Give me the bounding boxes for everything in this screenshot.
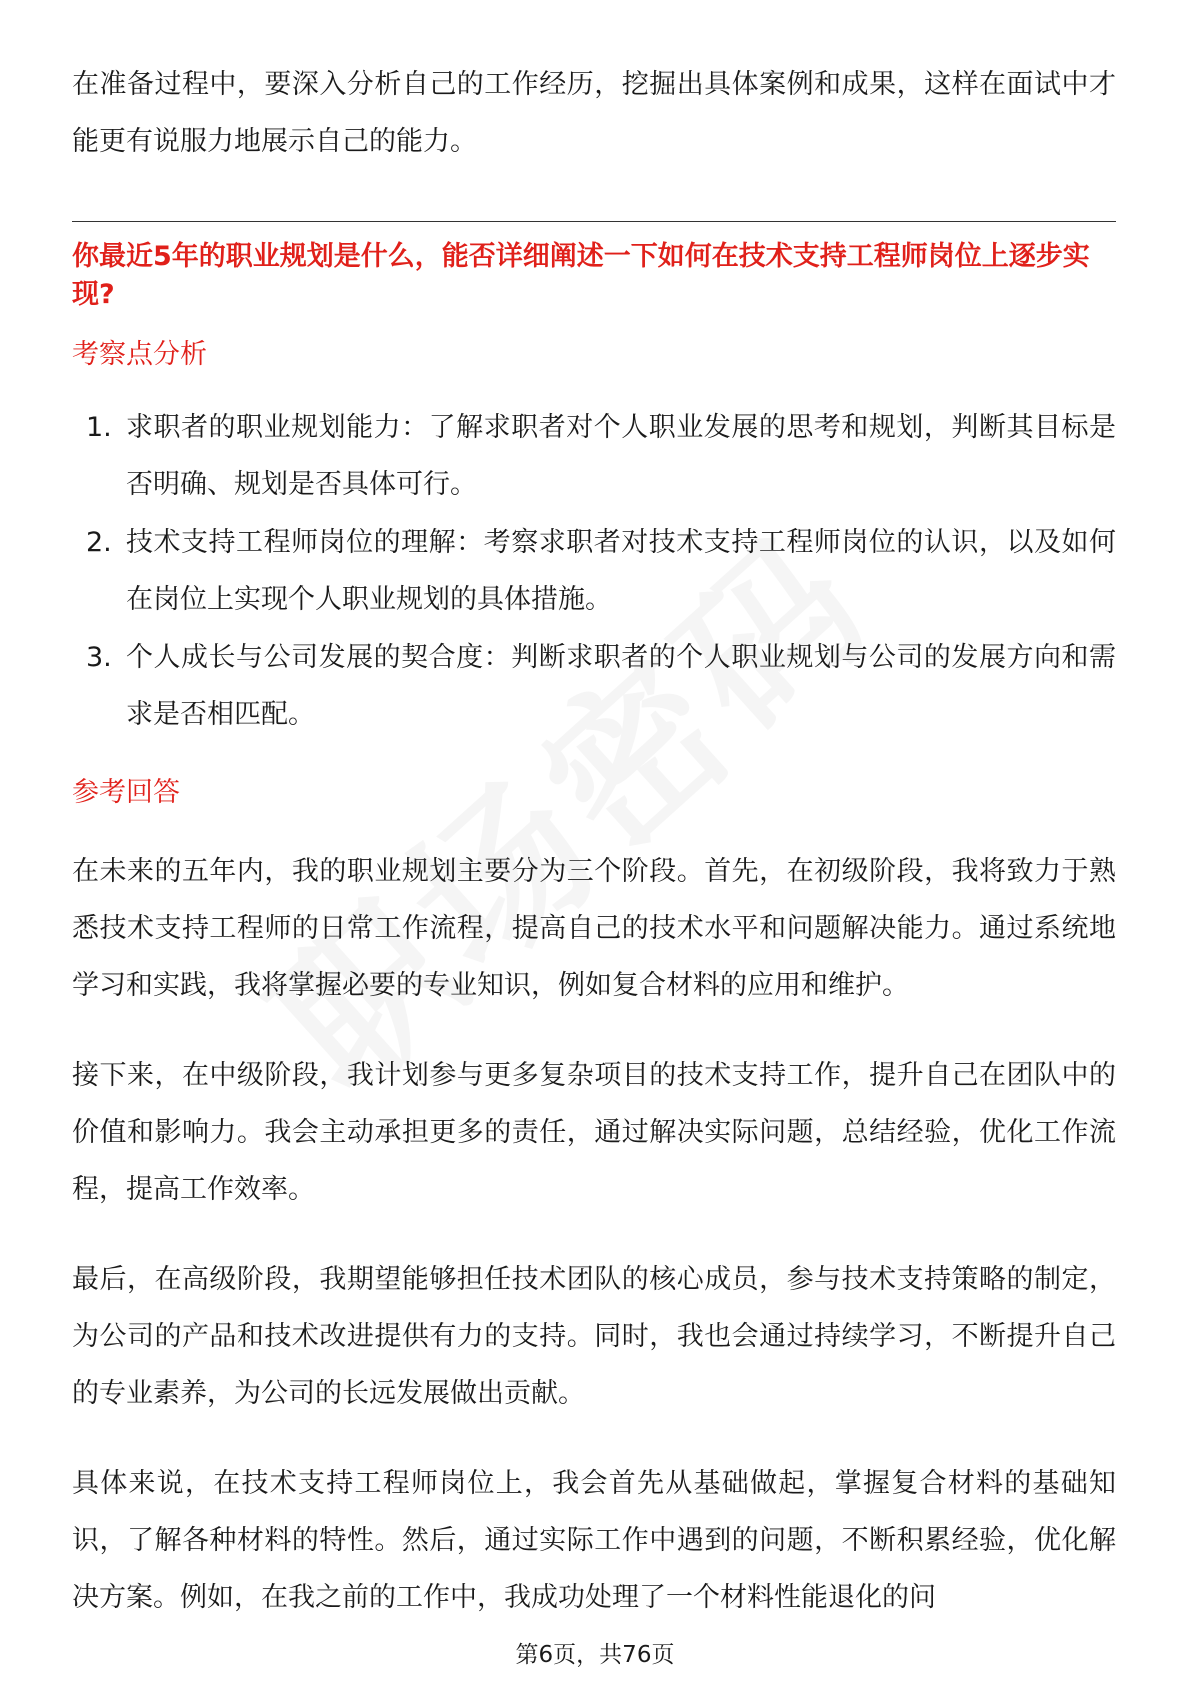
list-item-text: 求职者的职业规划能力：了解求职者对个人职业发展的思考和规划，判断其目标是否明确、规划是否具体可行。	[126, 412, 1116, 500]
list-item-text: 个人成长与公司发展的契合度：判断求职者的个人职业规划与公司的发展方向和需求是否相匹配。	[126, 642, 1116, 730]
list-item	[72, 629, 1116, 743]
analysis-points-list	[72, 399, 1116, 744]
list-item-number: 1.	[86, 412, 112, 443]
answer-paragraph: 具体来说，在技术支持工程师岗位上，我会首先从基础做起，掌握复合材料的基础知识，了解各种材料的特性。然后，通过实际工作中遇到的问题，不断积累经验，优化解决方案。例如，在我之前的工作中，我成功处理了一个材料性能退化的问	[72, 1468, 1116, 1613]
answer-paragraph: 在未来的五年内，我的职业规划主要分为三个阶段。首先，在初级阶段，我将致力于熟悉技术支持工程师的日常工作流程，提高自己的技术水平和问题解决能力。通过系统地学习和实践，我将掌握必要的专业知识，例如复合材料的应用和维护。	[72, 856, 1116, 1001]
analysis-section-title: 考察点分析	[72, 339, 207, 370]
list-item	[72, 399, 1116, 513]
list-item	[72, 514, 1116, 628]
answer-section-title: 参考回答	[72, 777, 180, 808]
section-divider	[72, 221, 1116, 222]
answer-paragraph: 最后，在高级阶段，我期望能够担任技术团队的核心成员，参与技术支持策略的制定，为公司的产品和技术改进提供有力的支持。同时，我也会通过持续学习，不断提升自己的专业素养，为公司的长远发展做出贡献。	[72, 1264, 1116, 1409]
question-heading: 你最近5年的职业规划是什么，能否详细阐述一下如何在技术支持工程师岗位上逐步实现?	[72, 241, 1090, 310]
answer-paragraph: 接下来，在中级阶段，我计划参与更多复杂项目的技术支持工作，提升自己在团队中的价值和影响力。我会主动承担更多的责任，通过解决实际问题，总结经验，优化工作流程，提高工作效率。	[72, 1060, 1116, 1205]
list-item-number: 2.	[86, 527, 112, 558]
intro-paragraph: 在准备过程中，要深入分析自己的工作经历，挖掘出具体案例和成果，这样在面试中才能更有说服力地展示自己的能力。	[72, 69, 1116, 157]
list-item-text: 技术支持工程师岗位的理解：考察求职者对技术支持工程师岗位的认识，以及如何在岗位上实现个人职业规划的具体措施。	[126, 527, 1116, 615]
page-number-footer: 第6页，共76页	[515, 1642, 675, 1668]
list-item-number: 3.	[86, 642, 112, 673]
